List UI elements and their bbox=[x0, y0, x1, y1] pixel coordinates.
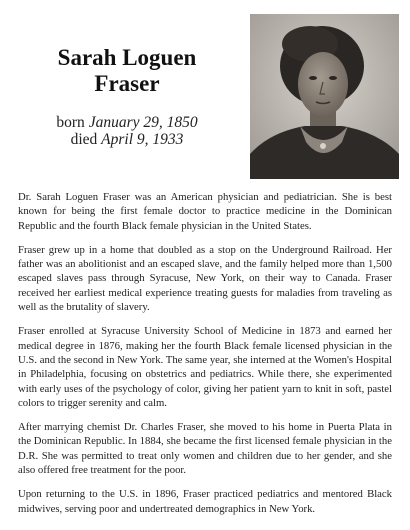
portrait-image bbox=[250, 14, 399, 179]
page-title bbox=[18, 45, 236, 97]
born-date: January 29, 1850 bbox=[88, 114, 198, 131]
died-line bbox=[18, 131, 236, 148]
portrait-photo bbox=[250, 14, 399, 179]
paragraph-2: Fraser grew up in a home that doubled as a stop on the Underground Railroad. Her father was an abolitionist and an escaped slave, and the family helped more than 1,500 escaped slaves pass through Syracuse, New York, on their way to Canada. Fraser received her earliest medical experience treating guests for maladies from traveling as well as the brutality of slavery. bbox=[18, 243, 392, 314]
paragraph-4: After marrying chemist Dr. Charles Fraser, she moved to his home in Puerta Plata in the Dominican Republic. In 1884, she became the first licensed female physician in the D.R. She was permitted to treat only women and children due to her gender, and she also offered free treatment for the poor. bbox=[18, 421, 392, 477]
died-label: died bbox=[70, 131, 98, 148]
biography-text bbox=[18, 190, 392, 526]
life-dates bbox=[18, 114, 236, 148]
name-line-2: Fraser bbox=[94, 71, 160, 96]
born-line bbox=[18, 114, 236, 131]
died-date: April 9, 1933 bbox=[101, 131, 184, 148]
born-label: born bbox=[56, 114, 85, 131]
paragraph-5: Upon returning to the U.S. in 1896, Fraser practiced pediatrics and mentored Black midwives, serving poor and undertreated demographics in New York. bbox=[18, 488, 392, 515]
paragraph-3: Fraser enrolled at Syracuse University School of Medicine in 1873 and earned her medical degree in 1876, making her the fourth Black female licensed physician in the U.S. and the second in New York. The same year, she interned at the Women's Hospital in Philadelphia, focusing on obstetrics and pediatrics. While there, she experimented with early uses of the psychology of color, giving her patient yarn to knit in soft, pastel colors to trigger serenity and calm. bbox=[18, 325, 392, 409]
name-line-1: Sarah Loguen bbox=[57, 45, 197, 70]
paragraph-1: Dr. Sarah Loguen Fraser was an American physician and pediatrician. She is best known for being the first female doctor to practice medicine in the Dominican Republic and the fourth Black female physician in the United States. bbox=[18, 191, 392, 232]
